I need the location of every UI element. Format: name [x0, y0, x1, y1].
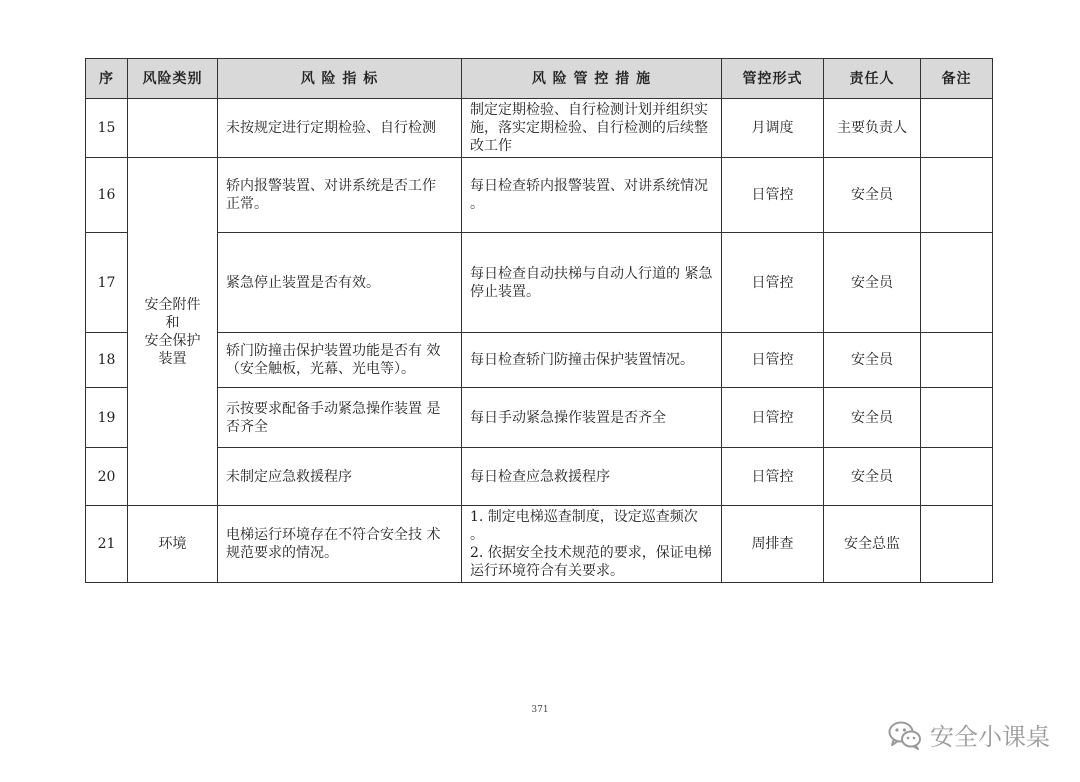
row-note: [921, 388, 993, 448]
row-form: 日管控: [722, 233, 824, 333]
header-measure: 风 险 管 控 措 施: [462, 59, 722, 99]
table-row: [86, 333, 993, 388]
table-row: [86, 388, 993, 448]
table-row: [86, 233, 993, 333]
row-measure: 每日检查轿内报警装置、对讲系统情况 。: [462, 158, 722, 233]
row-indicator: 示按要求配备手动紧急操作装置 是否齐全: [218, 388, 462, 448]
measure-line: 2. 依据安全技术规范的要求，保证电梯运行环境符合有关要求。: [470, 545, 712, 579]
row-form: 周排查: [722, 506, 824, 583]
watermark: [888, 717, 1050, 752]
row-note: [921, 158, 993, 233]
row-owner: 安全员: [824, 333, 921, 388]
row-no: 16: [86, 158, 128, 233]
row-measure: 制定定期检验、自行检测计划并组织实施，落实定期检验、自行检测的后续整改工作: [462, 99, 722, 158]
category-line: 和: [165, 314, 180, 331]
row-form: 日管控: [722, 388, 824, 448]
row-form: 日管控: [722, 158, 824, 233]
row-form: 日管控: [722, 333, 824, 388]
row-form: 月调度: [722, 99, 824, 158]
category-line: 安全保护: [144, 332, 201, 349]
row-indicator: 未按规定进行定期检验、自行检测: [218, 99, 462, 158]
row-owner: 安全员: [824, 448, 921, 506]
row-note: [921, 506, 993, 583]
row-measure: 每日检查应急救援程序: [462, 448, 722, 506]
row-indicator: 紧急停止装置是否有效。: [218, 233, 462, 333]
row-note: [921, 448, 993, 506]
watermark-text: 安全小课桌: [930, 723, 1050, 751]
row-no: 21: [86, 506, 128, 583]
row-indicator: 电梯运行环境存在不符合安全技 术规范要求的情况。: [218, 506, 462, 583]
row-note: [921, 99, 993, 158]
table-row: [86, 99, 993, 158]
category-line: 装置: [158, 350, 187, 367]
table-row: [86, 448, 993, 506]
row-owner: 安全总监: [824, 506, 921, 583]
row-no: 19: [86, 388, 128, 448]
header-category: 风险类别: [128, 59, 218, 99]
row-no: 15: [86, 99, 128, 158]
row-owner: 主要负责人: [824, 99, 921, 158]
table-row: [86, 158, 993, 233]
row-category: [128, 99, 218, 158]
row-category: 环境: [128, 506, 218, 583]
row-no: 17: [86, 233, 128, 333]
row-indicator: 轿门防撞击保护装置功能是否有 效（安全触板，光幕、光电等）。: [218, 333, 462, 388]
row-measure: [462, 506, 722, 583]
risk-control-table: [85, 58, 993, 583]
row-note: [921, 233, 993, 333]
row-measure: 每日手动紧急操作装置是否齐全: [462, 388, 722, 448]
merged-category-cell: [128, 158, 218, 506]
table-row: [86, 506, 993, 583]
wechat-icon: [888, 720, 922, 750]
row-measure: 每日检查自动扶梯与自动人行道的 紧急停止装置。: [462, 233, 722, 333]
header-owner: 责任人: [824, 59, 921, 99]
header-indicator: 风 险 指 标: [218, 59, 462, 99]
row-no: 18: [86, 333, 128, 388]
row-owner: 安全员: [824, 388, 921, 448]
header-no: 序: [86, 59, 128, 99]
page-number: 371: [531, 705, 549, 715]
category-line: 安全附件: [144, 296, 201, 313]
row-owner: 安全员: [824, 233, 921, 333]
row-owner: 安全员: [824, 158, 921, 233]
row-indicator: 未制定应急救援程序: [218, 448, 462, 506]
row-indicator: 轿内报警装置、对讲系统是否工作 正常。: [218, 158, 462, 233]
row-no: 20: [86, 448, 128, 506]
measure-line: 1. 制定电梯巡查制度，设定巡查频次 。: [470, 509, 698, 543]
table-header-row: [86, 59, 993, 99]
header-form: 管控形式: [722, 59, 824, 99]
row-measure: 每日检查轿门防撞击保护装置情况。: [462, 333, 722, 388]
header-note: 备注: [921, 59, 993, 99]
row-note: [921, 333, 993, 388]
row-form: 日管控: [722, 448, 824, 506]
